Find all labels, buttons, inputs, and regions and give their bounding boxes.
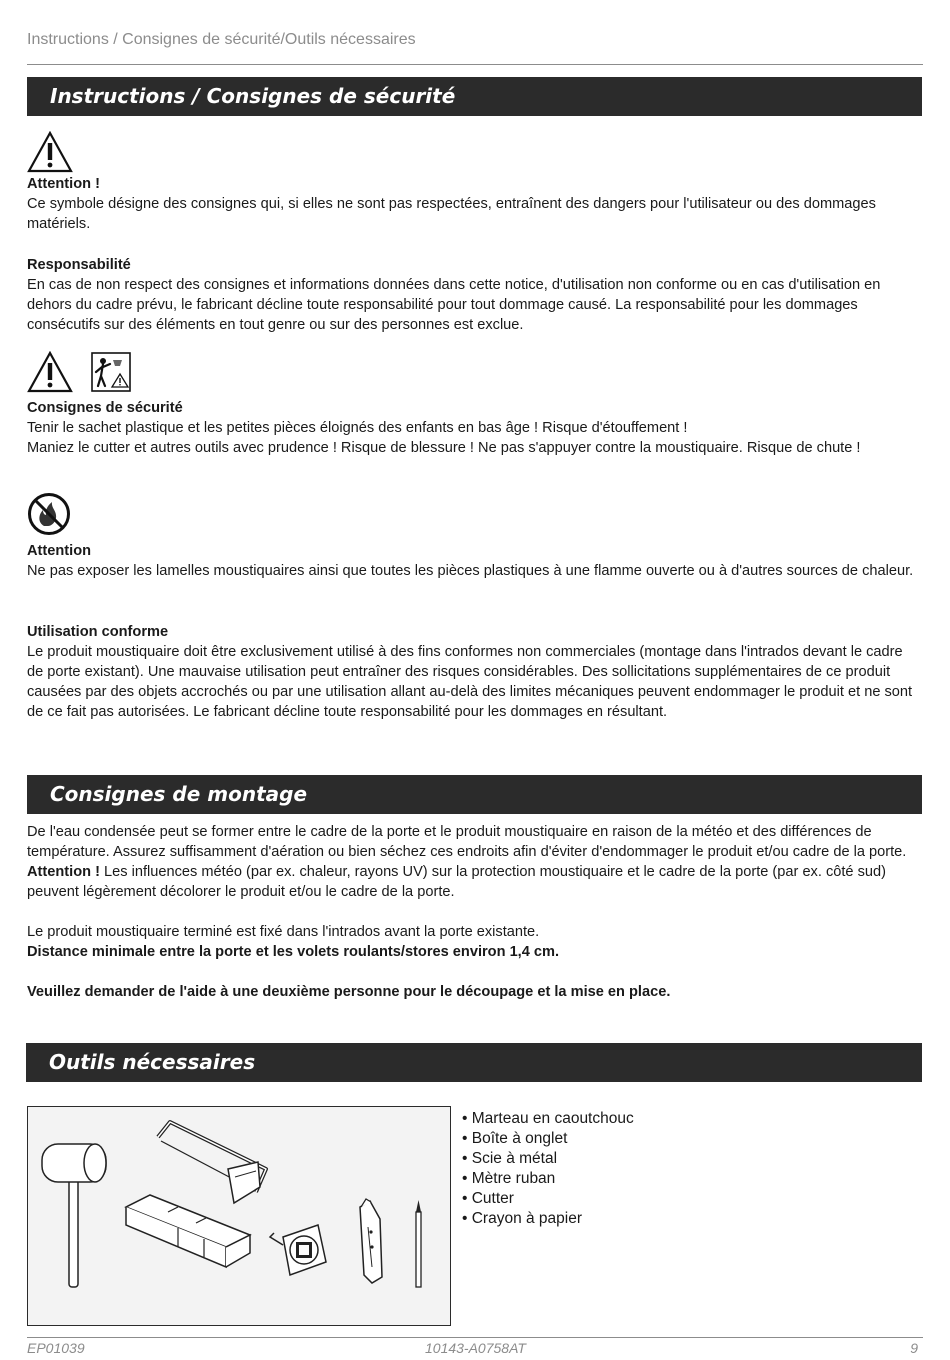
tool-item: • Crayon à papier (462, 1210, 583, 1227)
tools-illustration (27, 1106, 451, 1326)
responsibility-block (27, 255, 922, 335)
safety-block (27, 398, 922, 458)
warning-triangle-icon (27, 351, 73, 393)
miter-box-icon (126, 1195, 250, 1267)
mounting-paragraph-2: Le produit moustiquaire terminé est fixé dans l'intrados avant la porte existante. (27, 924, 540, 940)
tool-item: • Cutter (462, 1190, 514, 1207)
tool-item: • Scie à métal (462, 1150, 558, 1167)
attention-fire-heading: Attention (27, 543, 92, 559)
pencil-icon (416, 1200, 421, 1287)
mounting-text-1: De l'eau condensée peut se former entre le cadre de la porte et le produit moustiquaire en raison de la météo et des différences de température. Assurez suffisamment d'aération ou bien séchez ces endroits afin d'éviter d'endommager le produit et/ou cadre de la porte. (27, 824, 907, 860)
section-mounting-title: Consignes de montage (27, 775, 922, 814)
usage-heading: Utilisation conforme (27, 624, 169, 640)
section-tools-title: Outils nécessaires (26, 1043, 922, 1082)
footer-divider (27, 1337, 923, 1338)
tool-item: • Mètre ruban (462, 1170, 556, 1187)
warning-triangle-icon (27, 131, 73, 173)
tools-list (462, 1109, 634, 1229)
mounting-attention: Attention ! (27, 864, 100, 880)
safety-line-1: Tenir le sachet plastique et les petites pièces éloignés des enfants en bas âge ! Risque d'étouffement ! (27, 420, 688, 436)
safety-heading: Consignes de sécurité (27, 400, 183, 416)
attention-heading: Attention ! (27, 176, 100, 192)
safety-line-2: Maniez le cutter et autres outils avec prudence ! Risque de blessure ! Ne pas s'appuyer contre la moustiquaire. Risque de chute ! (27, 440, 861, 456)
mounting-text-2: Les influences météo (par ex. chaleur, rayons UV) sur la protection moustiquaire et le cadre de la porte (par ex. côté sud) peuvent légèrement décolorer le produit et/ou le cadre de la porte. (27, 864, 886, 900)
tool-item: • Marteau en caoutchouc (462, 1110, 634, 1127)
footer-reference: EP01039 (27, 1340, 85, 1356)
mounting-help: Veuillez demander de l'aide à une deuxième personne pour le découpage et la mise en place. (27, 984, 671, 1000)
attention-fire-text: Ne pas exposer les lamelles moustiquaires ainsi que toutes les pièces plastiques à une flamme ouverte ou à d'autres sources de chaleur. (27, 563, 914, 579)
page-header: Instructions / Consignes de sécurité/Outils nécessaires (27, 31, 416, 48)
responsibility-heading: Responsabilité (27, 257, 131, 273)
no-fire-icon (27, 492, 71, 536)
tape-measure-icon (270, 1225, 326, 1275)
mounting-distance: Distance minimale entre la porte et les volets roulants/stores environ 1,4 cm. (27, 944, 560, 960)
mounting-paragraph-1 (27, 822, 922, 902)
responsibility-text: En cas de non respect des consignes et informations données dans cette notice, d'utilisation non conforme ou en cas d'utilisation en dehors du cadre prévu, le fabricant décline toute responsabilité pour tout dommage causé. La responsabilité pour les dommages consécutifs sur des éléments en tout genre ou sur des personnes est exclue. (27, 277, 881, 333)
attention-text: Ce symbole désigne des consignes qui, si elles ne sont pas respectées, entraînent des dangers pour l'utilisateur ou des dommages matériels. (27, 196, 876, 232)
tool-item: • Boîte à onglet (462, 1130, 568, 1147)
footer-article-number: 10143-A0758AT (425, 1340, 526, 1356)
child-hazard-icon (91, 352, 131, 392)
cutter-icon (360, 1199, 382, 1283)
header-divider (27, 64, 923, 65)
usage-text: Le produit moustiquaire doit être exclusivement utilisé à des fins conformes non commerciales (montage dans l'intrados devant le cadre de porte existant). Une mauvaise utilisation peut entraîner des risques considérables. Des sollicitations supplémentaires de ce produit causées par des objets accrochés ou par une utilisation allant au-delà des limites mécaniques peuvent endommager le produit et ne sont de ce fait pas autorisées. Le fabricant décline toute responsabilité pour les dommages en résultant. (27, 644, 913, 720)
usage-block (27, 622, 922, 722)
attention-block (27, 174, 922, 234)
rubber-mallet-icon (42, 1144, 106, 1287)
attention-fire-block (27, 541, 922, 581)
page-number: 9 (910, 1340, 918, 1356)
section-safety-title: Instructions / Consignes de sécurité (27, 77, 922, 116)
hacksaw-icon (158, 1122, 266, 1203)
mounting-block (27, 822, 922, 1002)
